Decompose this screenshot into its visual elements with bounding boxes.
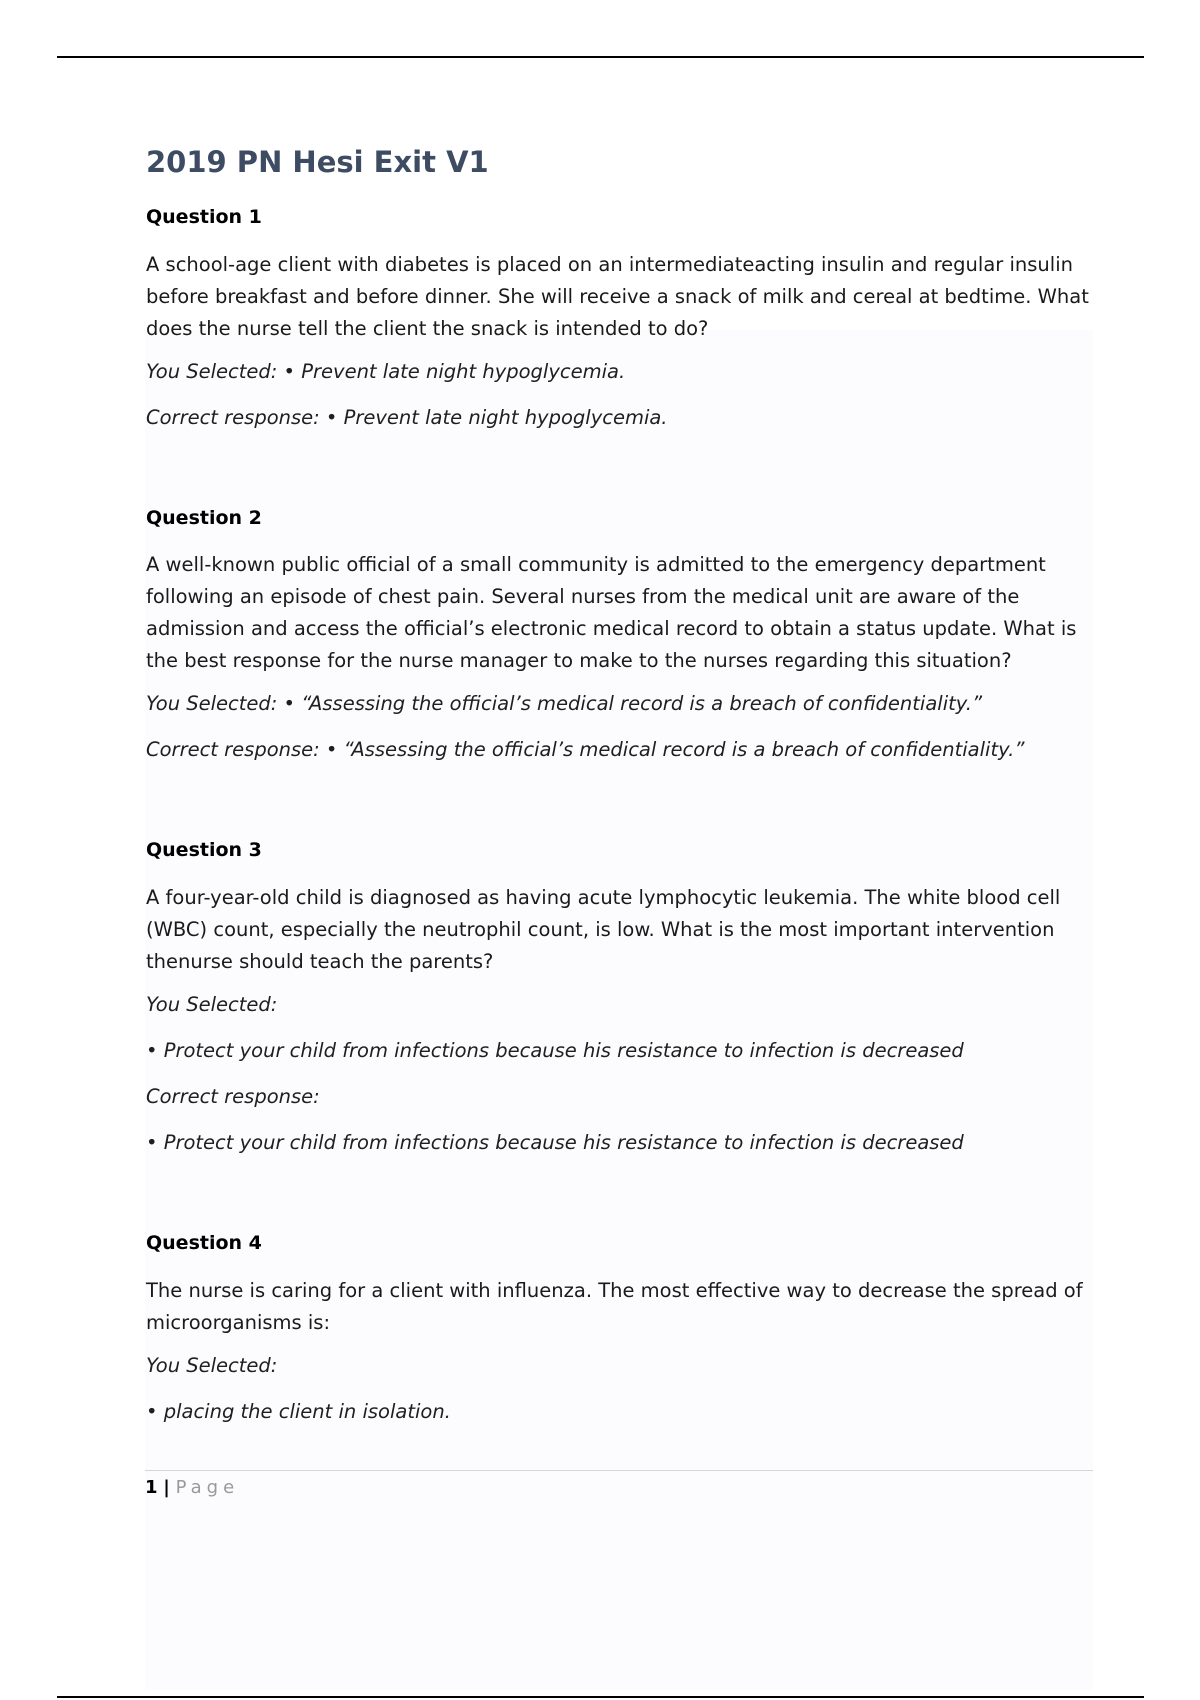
document-page: [146, 145, 1092, 1445]
spacer: [146, 783, 1092, 839]
footer-divider: [145, 1470, 1093, 1471]
document-title: 2019 PN Hesi Exit V1: [146, 145, 489, 179]
selected-label: You Selected:: [146, 1353, 278, 1377]
selected-answer: You Selected: • Prevent late night hypoglycemia.: [146, 359, 626, 383]
selected-answer: • Protect your child from infections because his resistance to infection is decreased: [146, 1039, 964, 1063]
question-2: [146, 507, 1092, 764]
correct-answer: • Protect your child from infections because his resistance to infection is decreased: [146, 1131, 964, 1155]
selected-label: You Selected:: [146, 993, 278, 1017]
question-1: [146, 206, 1092, 431]
question-heading: Question 4: [146, 1232, 262, 1255]
question-text: A school-age client with diabetes is placed on an intermediateacting insulin and regular insulin before breakfast and before dinner. She will receive a snack of milk and cereal at bedtime. What does the nurse tell the client the snack is intended to do?: [146, 252, 1089, 340]
selected-answer: • placing the client in isolation.: [146, 1399, 451, 1423]
bottom-rule: [57, 1696, 1144, 1698]
top-rule: [57, 56, 1144, 58]
question-3: [146, 839, 1092, 1156]
page-separator: |: [163, 1477, 170, 1498]
correct-answer: Correct response: • “Assessing the official’s medical record is a breach of confidentiality.”: [146, 738, 1025, 762]
page-indicator: [145, 1475, 1093, 1501]
page-number: 1: [145, 1477, 158, 1498]
question-text: A well-known public official of a small community is admitted to the emergency department following an episode of chest pain. Several nurses from the medical unit are aware of the admission and access the official’s electronic medical record to obtain a status update. What is the best response for the nurse manager to make to the nurses regarding this situation?: [146, 553, 1077, 673]
question-heading: Question 3: [146, 839, 262, 862]
spacer: [146, 1176, 1092, 1232]
page-label: Page: [175, 1477, 240, 1498]
question-heading: Question 2: [146, 506, 262, 529]
page-footer: [145, 1470, 1093, 1501]
question-text: A four-year-old child is diagnosed as having acute lymphocytic leukemia. The white blood cell (WBC) count, especially the neutrophil count, is low. What is the most important intervention thenurse should teach the parents?: [146, 886, 1061, 974]
correct-answer: Correct response: • Prevent late night hypoglycemia.: [146, 405, 668, 429]
correct-label: Correct response:: [146, 1085, 320, 1109]
question-4: [146, 1232, 1092, 1425]
question-heading: Question 1: [146, 205, 262, 228]
question-text: The nurse is caring for a client with influenza. The most effective way to decrease the spread of microorganisms is:: [146, 1278, 1083, 1334]
spacer: [146, 451, 1092, 507]
selected-answer: You Selected: • “Assessing the official’s medical record is a breach of confidentiality.”: [146, 692, 983, 716]
